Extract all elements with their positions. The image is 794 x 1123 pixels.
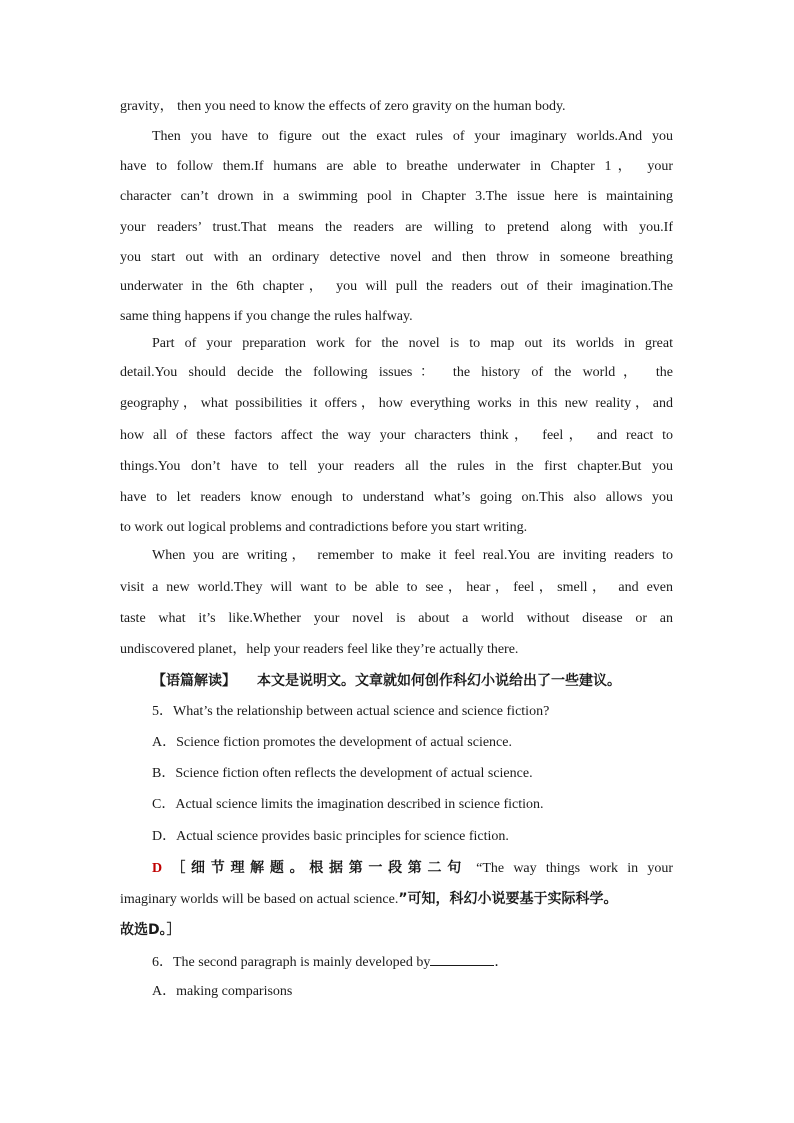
paragraph-3-line-1: Part of your preparation work for the novel is to map out its worlds in great [152, 336, 673, 351]
explanation-cn-3: 故选D。］ [120, 922, 181, 938]
paragraph-2-line-7: same thing happens if you change the rules halfway. [120, 309, 413, 324]
paragraph-4-line-2: visit a new world.They will want to be able to see，hear，feel，smell， and even [120, 580, 673, 595]
explanation-cn-2: ”可知，科幻小说要基于实际科学。 [398, 891, 618, 907]
explanation-en-1: “The way things work in your [476, 861, 673, 876]
paragraph-2-line-2: have to follow them.If humans are able to breathe underwater in Chapter 1， your [120, 159, 673, 174]
paragraph-2-line-6: underwater in the 6th chapter， you will pull the readers out of their imagination.The [120, 279, 673, 294]
question-6-option-a: A．making comparisons [152, 984, 293, 999]
paragraph-4-line-4: undiscovered planet，help your readers feel like they’re actually there. [120, 642, 519, 657]
question-5-explanation-line-3 [120, 920, 673, 941]
question-5-explanation-line-1 [152, 858, 673, 879]
analysis-label: 【语篇解读】 [152, 673, 236, 689]
question-5-explanation-line-2 [120, 889, 680, 910]
question-5-option-c: C．Actual science limits the imagination described in science fiction. [152, 797, 544, 812]
analysis-text: 本文是说明文。文章就如何创作科幻小说给出了一些建议。 [257, 673, 621, 689]
paragraph-2-line-1: Then you have to figure out the exact rules of your imaginary worlds.And you [152, 129, 673, 144]
paragraph-3-line-6: have to let readers know enough to understand what’s going on.This also allows you [120, 490, 673, 505]
paragraph-3-line-4: how all of these factors affect the way your characters think， feel， and react to [120, 428, 673, 443]
question-5-option-a: A．Science fiction promotes the development of actual science. [152, 735, 512, 750]
paragraph-2-line-4: your readers’ trust.That means the readers are willing to pretend along with you.If [120, 220, 673, 235]
question-6-text: 6．The second paragraph is mainly developed by [152, 955, 431, 970]
answer-blank [430, 951, 494, 966]
explanation-cn-1: ［细节理解题。根据第一段第二句 [171, 860, 467, 876]
question-5-option-b: B．Science fiction often reflects the development of actual science. [152, 766, 533, 781]
paragraph-3-line-7: to work out logical problems and contradictions before you start writing. [120, 520, 528, 535]
paragraph-4-line-1: When you are writing， remember to make it feel real.You are inviting readers to [152, 548, 673, 563]
paragraph-3-line-3: geography，what possibilities it offers，how everything works in this new reality，and [120, 396, 673, 411]
explanation-en-2: imaginary worlds will be based on actual science. [120, 892, 399, 907]
question-6-end: ． [494, 955, 509, 970]
paragraph-2-line-3: character can’t drown in a swimming pool in Chapter 3.The issue here is maintaining [120, 189, 673, 204]
paragraph-2-line-5: you start out with an ordinary detective novel and then throw in someone breathing [120, 250, 673, 265]
question-6-stem [152, 951, 705, 973]
paragraph-1-line-1: gravity， then you need to know the effects of zero gravity on the human body. [120, 99, 566, 114]
paragraph-4-line-3: taste what it’s like.Whether your novel is about a world without disease or an [120, 611, 673, 626]
passage-analysis [152, 671, 692, 692]
question-5-stem: 5．What’s the relationship between actual science and science fiction? [152, 704, 550, 719]
question-5-answer: D [152, 861, 163, 876]
paragraph-3-line-2: detail.You should decide the following issues： the history of the world， the [120, 365, 673, 380]
paragraph-3-line-5: things.You don’t have to tell your readers all the rules in the first chapter.But you [120, 459, 673, 474]
question-5-option-d: D．Actual science provides basic principles for science fiction. [152, 829, 509, 844]
